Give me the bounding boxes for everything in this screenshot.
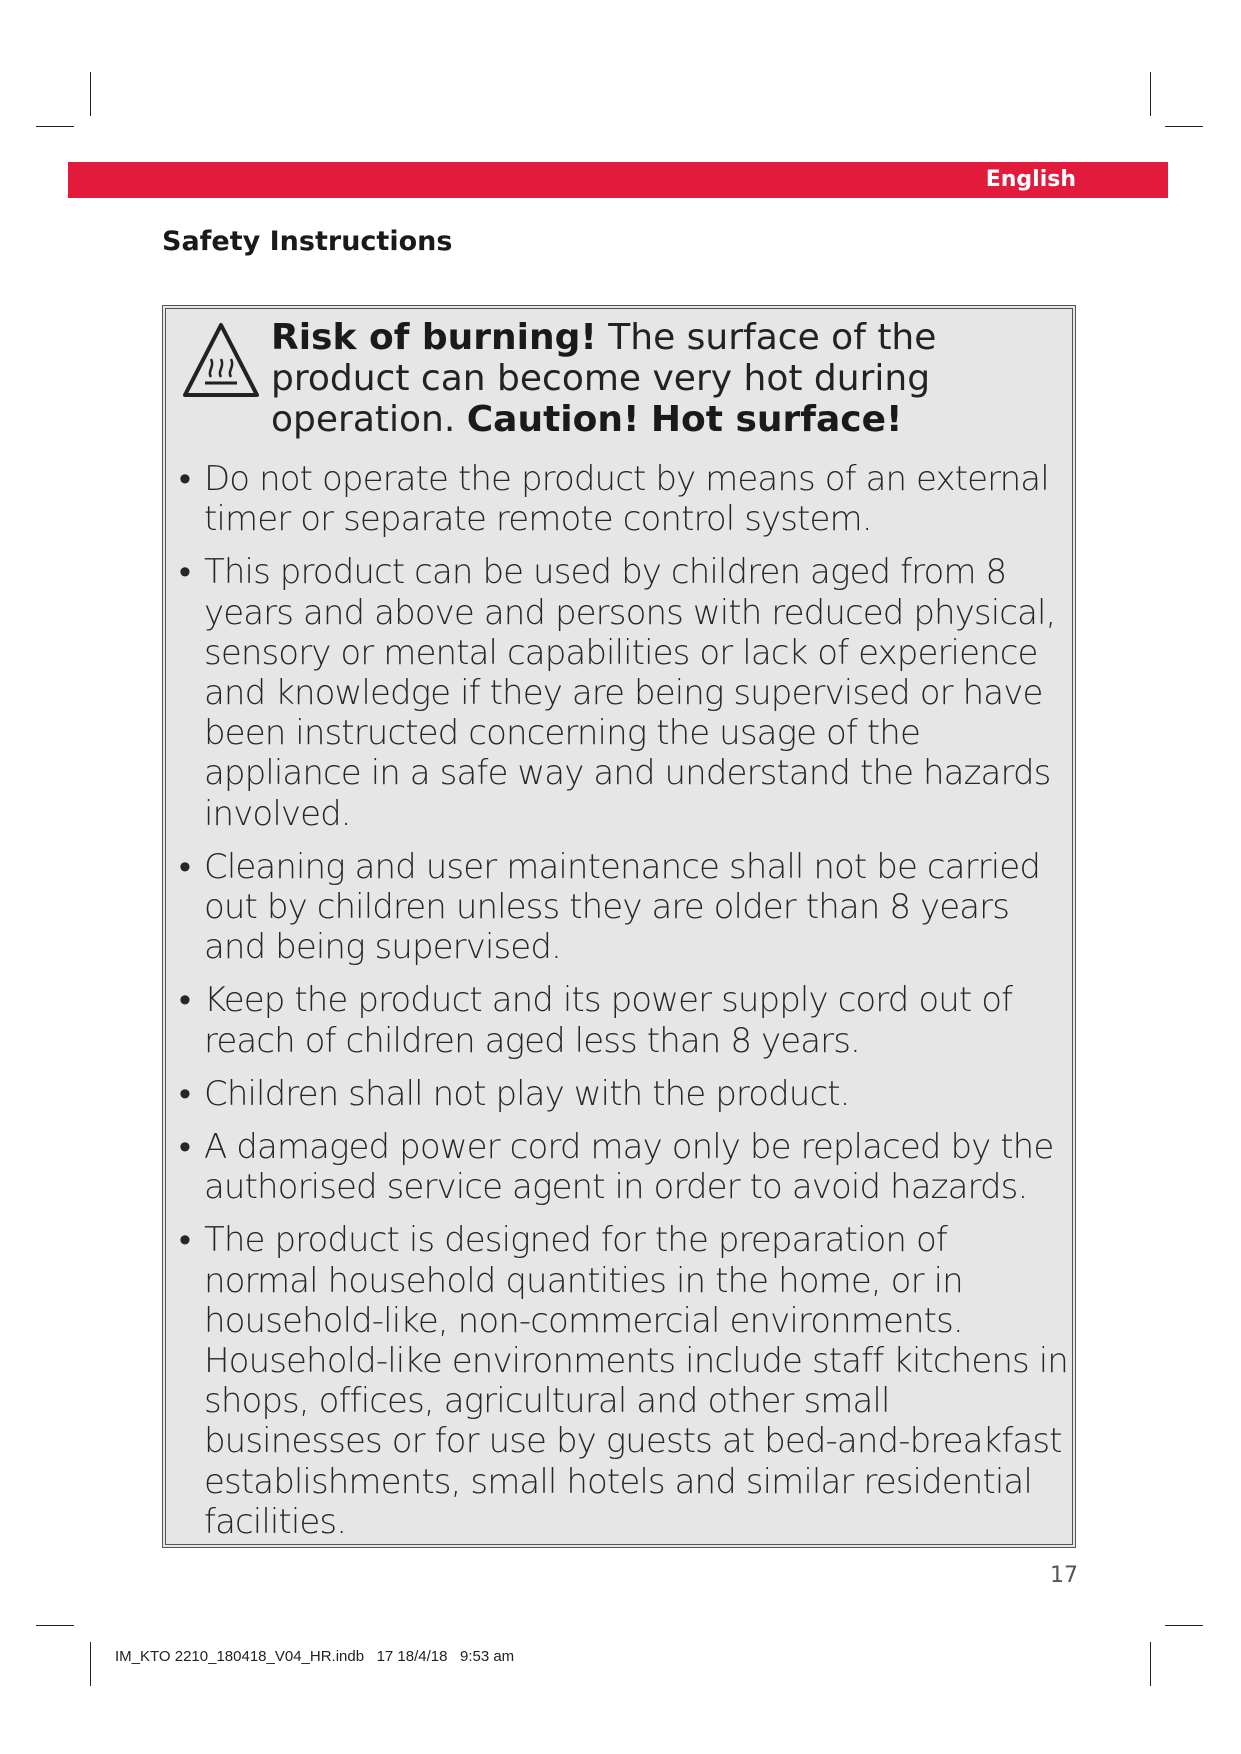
bullet-icon: • xyxy=(179,1220,191,1261)
language-header-bar xyxy=(68,162,1168,198)
section-title: Safety Instructions xyxy=(162,226,453,257)
instruction-text: Children shall not play with the product. xyxy=(204,1073,850,1114)
instruction-text: A damaged power cord may only be replaced by the authorised service agent in order to avoid hazards. xyxy=(204,1127,1054,1208)
list-item xyxy=(179,1074,1069,1114)
warning-caution: Caution! xyxy=(466,399,640,440)
list-item xyxy=(179,1220,1069,1542)
instruction-text: This product can be used by children aged from 8 years and above and persons with reduced physical, sensory or mental capabilities or lack of experience and knowledge if they are being supervised or have been instructed concerning the usage of the appliance in a safe way and understand the hazards involved. xyxy=(204,552,1056,834)
warning-hot-surface: Hot surface! xyxy=(650,399,903,440)
crop-mark-top-left-horizontal xyxy=(36,126,74,127)
bullet-icon: • xyxy=(179,1127,191,1168)
crop-mark-top-right-vertical xyxy=(1150,72,1151,116)
instruction-text: Keep the product and its power supply cord out of reach of children aged less than 8 years. xyxy=(204,980,1013,1061)
warning-heading: Risk of burning! xyxy=(271,317,597,358)
hot-surface-warning-icon xyxy=(181,321,261,401)
bullet-icon: • xyxy=(179,980,191,1021)
list-item xyxy=(179,847,1069,968)
bullet-icon: • xyxy=(179,1073,191,1114)
list-item xyxy=(179,1127,1069,1207)
crop-mark-bottom-left-vertical xyxy=(90,1642,91,1686)
burn-warning xyxy=(181,317,1071,440)
page-number: 17 xyxy=(1050,1563,1078,1588)
instruction-list xyxy=(179,459,1069,1555)
language-label: English xyxy=(985,167,1076,192)
list-item xyxy=(179,459,1069,539)
crop-mark-bottom-right-horizontal xyxy=(1165,1625,1203,1626)
instruction-text: Do not operate the product by means of an external timer or separate remote control system. xyxy=(204,459,1049,540)
crop-mark-bottom-right-vertical xyxy=(1150,1642,1151,1686)
bullet-icon: • xyxy=(179,846,191,887)
instruction-text: Cleaning and user maintenance shall not be carried out by children unless they are older than 8 years and being supervised. xyxy=(204,846,1041,968)
crop-mark-bottom-left-horizontal xyxy=(36,1625,74,1626)
bullet-icon: • xyxy=(179,459,191,499)
list-item xyxy=(179,552,1069,833)
warning-text: The surface of the product can become very hot during operation. xyxy=(271,317,937,440)
crop-mark-top-left-vertical xyxy=(90,72,91,116)
crop-mark-top-right-horizontal xyxy=(1165,126,1203,127)
instruction-text: The product is designed for the preparation of normal household quantities in the home, or in household-like, non-commercial environments. Household-like environments include staff kitchens in shops, offices, agricultural and other small businesses or for use by guests at bed-and-breakfast establishments, small hotels and similar residential facilities. xyxy=(204,1220,1068,1542)
bullet-icon: • xyxy=(179,552,191,593)
safety-instructions-box xyxy=(162,305,1076,1548)
print-slug-footer: IM_KTO 2210_180418_V04_HR.indb 17 18/4/18 9:53 am xyxy=(115,1648,515,1665)
list-item xyxy=(179,980,1069,1060)
